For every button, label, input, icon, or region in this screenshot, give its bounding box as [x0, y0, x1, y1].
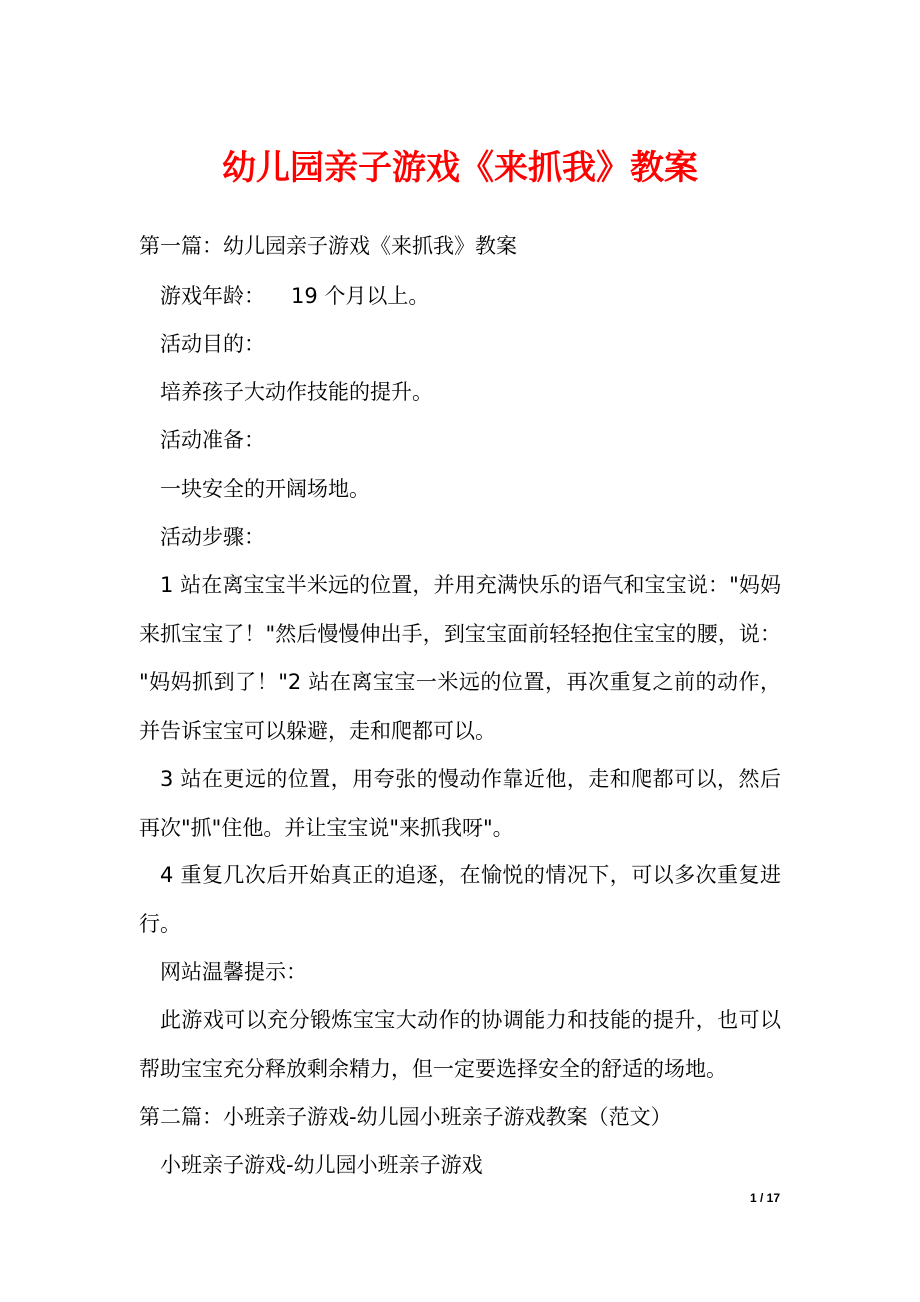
tip-label: 网站温馨提示：: [160, 960, 307, 984]
age-label: 游戏年龄：: [160, 284, 265, 308]
steps-label: 活动步骤：: [160, 525, 265, 549]
page-indicator: 1 / 17: [749, 1191, 780, 1205]
age-line: [160, 284, 429, 308]
goal-text: 培养孩子大动作技能的提升。: [160, 380, 433, 404]
prep-text: 一块安全的开阔场地。: [160, 477, 370, 501]
goal-label: 活动目的：: [160, 332, 265, 356]
section2-heading: 第二篇：小班亲子游戏-幼儿园小班亲子游戏教案（范文）: [139, 1105, 672, 1129]
step-1-2-paragraph: 1 站在离宝宝半米远的位置，并用充满快乐的语气和宝宝说："妈妈来抓宝宝了！"然后慢慢伸出手，到宝宝面前轻轻抱住宝宝的腰，说："妈妈抓到了！"2 站在离宝宝一米远的位置，再次重复之前的动作，并告诉宝宝可以躲避，走和爬都可以。: [139, 573, 781, 743]
tip-paragraph: 此游戏可以充分锻炼宝宝大动作的协调能力和技能的提升，也可以帮助宝宝充分释放剩余精力，但一定要选择安全的舒适的场地。: [139, 1008, 781, 1081]
document-title: 幼儿园亲子游戏《来抓我》教案: [222, 148, 698, 188]
step-4-paragraph: 4 重复几次后开始真正的追逐，在愉悦的情况下，可以多次重复进行。: [139, 863, 781, 936]
section1-heading: 第一篇：幼儿园亲子游戏《来抓我》教案: [139, 234, 517, 258]
step-3-paragraph: 3 站在更远的位置，用夸张的慢动作靠近他，走和爬都可以，然后再次"抓"住他。并让宝宝说"来抓我呀"。: [139, 767, 781, 840]
prep-label: 活动准备：: [160, 428, 265, 452]
age-value: 19 个月以上。: [291, 284, 430, 308]
section2-subheading: 小班亲子游戏-幼儿园小班亲子游戏: [160, 1153, 483, 1177]
